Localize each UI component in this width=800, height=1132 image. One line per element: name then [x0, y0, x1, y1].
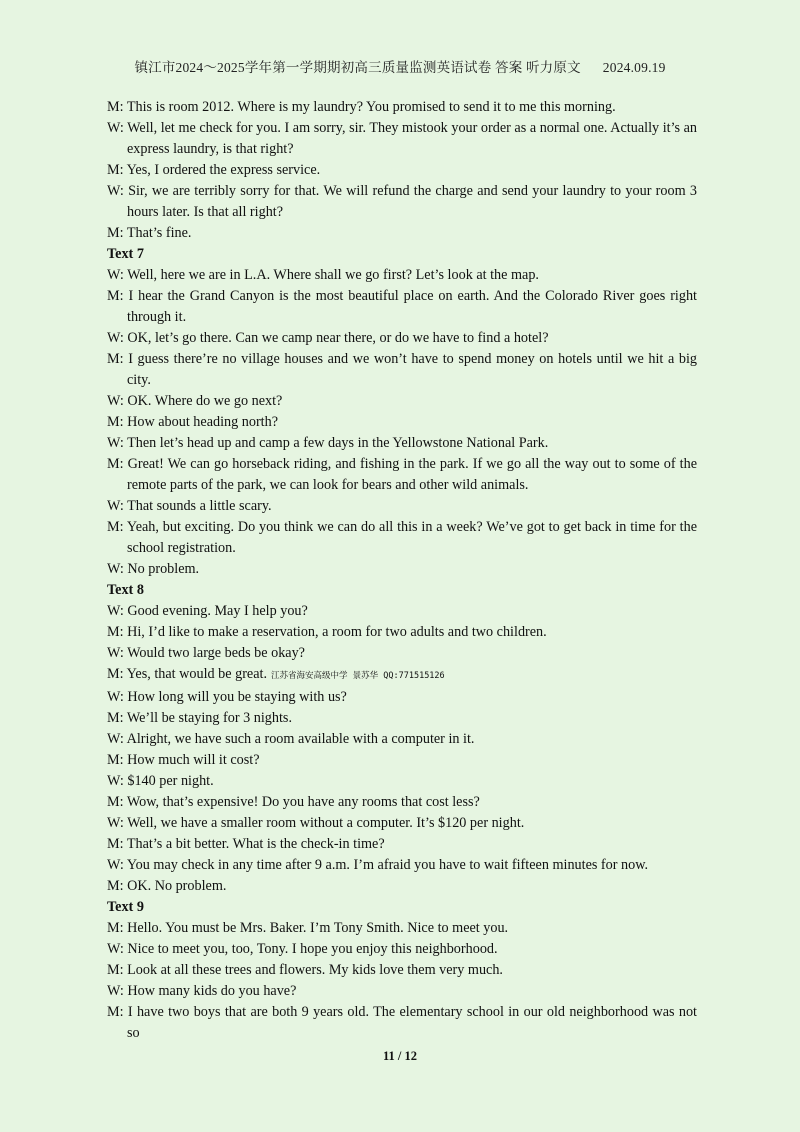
speaker-label: W: [107, 330, 124, 346]
dialogue-line [107, 687, 697, 708]
speaker-label: M: [107, 836, 124, 852]
speaker-label: M: [107, 752, 124, 768]
dialogue-text: OK, let’s go there. Can we camp near there, or do we have to find a hotel? [127, 330, 549, 346]
speaker-label: W: [107, 773, 124, 789]
dialogue-text: Hello. You must be Mrs. Baker. I’m Tony Smith. Nice to meet you. [127, 920, 509, 936]
header-date: 2024.09.19 [602, 60, 666, 75]
dialogue-line [107, 771, 697, 792]
speaker-label: W: [107, 561, 124, 577]
dialogue-line [107, 1002, 697, 1044]
dialogue-text: Wow, that’s expensive! Do you have any rooms that cost less? [126, 794, 480, 810]
speaker-label: M: [107, 1004, 124, 1020]
dialogue-line [107, 981, 697, 1002]
dialogue-text: Great! We can go horseback riding, and fishing in the park. If we go all the way out to some of the remote parts of the park, we can look for bears and other wild animals. [127, 456, 698, 493]
dialogue-text: That’s fine. [126, 225, 192, 241]
dialogue-line [107, 708, 697, 729]
dialogue-line [107, 349, 697, 391]
speaker-label: W: [107, 435, 124, 451]
dialogue-text: We’ll be staying for 3 nights. [126, 710, 292, 726]
dialogue-line [107, 855, 697, 876]
dialogue-line [107, 517, 697, 559]
speaker-label: M: [107, 99, 124, 115]
dialogue-text: How many kids do you have? [127, 983, 297, 999]
speaker-label: M: [107, 414, 124, 430]
speaker-label: W: [107, 645, 124, 661]
dialogue-text: Good evening. May I help you? [127, 603, 308, 619]
header-title: 镇江市2024～2025学年第一学期期初高三质量监测英语试卷 答案 听力原文 [134, 60, 581, 75]
dialogue-line [107, 454, 697, 496]
dialogue-text: No problem. [127, 561, 200, 577]
dialogue-line [107, 918, 697, 939]
speaker-label: M: [107, 794, 124, 810]
dialogue-line [107, 412, 697, 433]
dialogue-line [107, 97, 697, 118]
dialogue-line [107, 496, 697, 517]
dialogue-line [107, 729, 697, 750]
speaker-label: W: [107, 941, 124, 957]
speaker-label: M: [107, 225, 124, 241]
speaker-label: W: [107, 120, 124, 136]
dialogue-text: Alright, we have such a room available with a computer in it. [126, 731, 475, 747]
dialogue-line [107, 391, 697, 412]
dialogue-line [107, 328, 697, 349]
dialogue-line [107, 118, 697, 160]
dialogue-text: I guess there’re no village houses and we won’t have to spend money on hotels until we hit a big city. [127, 351, 697, 388]
dialogue-line [107, 622, 697, 643]
speaker-label: M: [107, 519, 124, 535]
dialogue-text: Sir, we are terribly sorry for that. We will refund the charge and send your laundry to your room 3 hours later. Is that all right? [127, 183, 697, 220]
page-number: 11 / 12 [382, 1049, 418, 1063]
dialogue-text: Yes, that would be great. [126, 666, 268, 682]
speaker-label: M: [107, 666, 124, 682]
dialogue-line [107, 750, 697, 771]
dialogue-line [107, 813, 697, 834]
dialogue-line [107, 181, 697, 223]
dialogue-line [107, 559, 697, 580]
dialogue-text: How much will it cost? [127, 752, 260, 768]
speaker-label: W: [107, 983, 124, 999]
dialogue-text: Well, let me check for you. I am sorry, sir. They mistook your order as a normal one. Actually it’s an express laundry, is that right? [127, 120, 697, 157]
speaker-label: M: [107, 288, 124, 304]
dialogue-line [107, 286, 697, 328]
speaker-label: W: [107, 857, 124, 873]
dialogue-line [107, 265, 697, 286]
dialogue-line [107, 433, 697, 454]
speaker-label: M: [107, 878, 124, 894]
dialogue-line [107, 223, 697, 244]
dialogue-text: Well, here we are in L.A. Where shall we go first? Let’s look at the map. [127, 267, 539, 283]
dialogue-text: OK. Where do we go next? [127, 393, 283, 409]
dialogue-text: Would two large beds be okay? [127, 645, 305, 661]
dialogue-line [107, 643, 697, 664]
dialogue-line [107, 939, 697, 960]
speaker-label: M: [107, 351, 124, 367]
dialogue-text: Hi, I’d like to make a reservation, a room for two adults and two children. [127, 624, 547, 640]
dialogue-text: That sounds a little scary. [127, 498, 272, 514]
dialogue-line [107, 792, 697, 813]
speaker-label: W: [107, 689, 124, 705]
dialogue-text: OK. No problem. [127, 878, 227, 894]
dialogue-text: I hear the Grand Canyon is the most beautiful place on earth. And the Colorado River goes right through it. [127, 288, 698, 325]
speaker-label: M: [107, 962, 124, 978]
dialogue-line [107, 876, 697, 897]
speaker-label: M: [107, 920, 124, 936]
section-heading: Text 7 [107, 246, 144, 262]
speaker-label: M: [107, 456, 124, 472]
section-heading: Text 9 [107, 899, 144, 915]
speaker-label: W: [107, 393, 124, 409]
speaker-label: M: [107, 624, 124, 640]
dialogue-text: Well, we have a smaller room without a computer. It’s $120 per night. [127, 815, 525, 831]
dialogue-text: I have two boys that are both 9 years old. The elementary school in our old neighborhood was not so [127, 1004, 697, 1041]
dialogue-text: How about heading north? [127, 414, 279, 430]
dialogue-text: How long will you be staying with us? [127, 689, 347, 705]
dialogue-text: Yes, I ordered the express service. [126, 162, 321, 178]
dialogue-line [107, 601, 697, 622]
speaker-label: W: [107, 498, 124, 514]
transcript-body [107, 97, 697, 1044]
dialogue-line [107, 160, 697, 181]
dialogue-text: Nice to meet you, too, Tony. I hope you enjoy this neighborhood. [127, 941, 498, 957]
contributor-note: 江苏省海安高级中学 景苏华 QQ:771515126 [271, 671, 445, 681]
dialogue-text: Yeah, but exciting. Do you think we can do all this in a week? We’ve got to get back in time for the school registration. [126, 519, 697, 556]
dialogue-line [107, 664, 697, 687]
speaker-label: M: [107, 710, 124, 726]
page-header [0, 56, 800, 76]
dialogue-text: Look at all these trees and flowers. My kids love them very much. [127, 962, 503, 978]
speaker-label: W: [107, 183, 124, 199]
dialogue-text: You may check in any time after 9 a.m. I’m afraid you have to wait fifteen minutes for now. [126, 857, 649, 873]
dialogue-line [107, 834, 697, 855]
speaker-label: W: [107, 815, 124, 831]
dialogue-text: This is room 2012. Where is my laundry? You promised to send it to me this morning. [126, 99, 616, 115]
speaker-label: W: [107, 267, 124, 283]
speaker-label: W: [107, 603, 124, 619]
dialogue-text: $140 per night. [127, 773, 214, 789]
dialogue-text: Then let’s head up and camp a few days in the Yellowstone National Park. [127, 435, 549, 451]
speaker-label: M: [107, 162, 124, 178]
section-heading: Text 8 [107, 582, 144, 598]
dialogue-text: That’s a bit better. What is the check-in time? [126, 836, 385, 852]
dialogue-line [107, 960, 697, 981]
speaker-label: W: [107, 731, 124, 747]
